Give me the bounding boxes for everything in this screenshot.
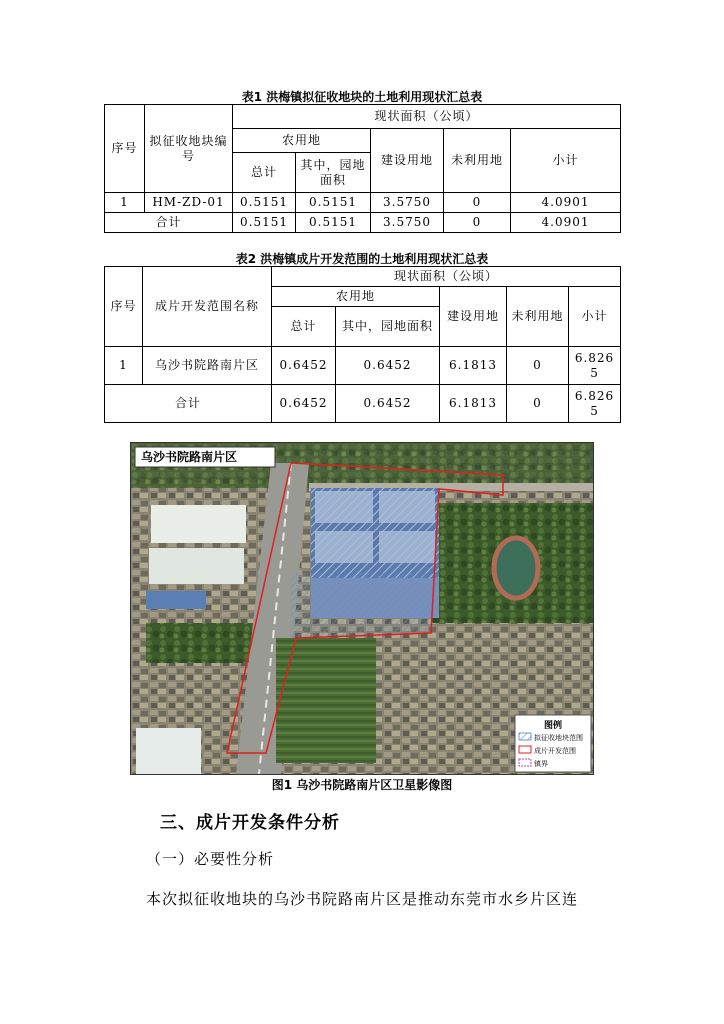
table1-cell-total: 0.5151 — [233, 193, 296, 213]
legend-item-acquisition: 拟征收地块范围 — [534, 734, 583, 742]
table2-sum-total: 0.6452 — [272, 385, 336, 423]
table1-header-agri: 农用地 — [233, 129, 371, 153]
section-heading: 三、成片开发条件分析 — [160, 813, 340, 833]
table2-header-seq: 序号 — [105, 267, 143, 347]
table2-sum-label: 合计 — [105, 385, 272, 423]
table1-header-total: 总计 — [233, 153, 296, 193]
legend-item-town: 镇界 — [534, 760, 548, 768]
table1-cell-build: 3.5750 — [371, 193, 444, 213]
table1-sum-sub: 4.0901 — [511, 213, 621, 233]
table1-header-seq: 序号 — [105, 105, 145, 193]
table1-sum-garden: 0.5151 — [296, 213, 371, 233]
table1-sum-label: 合计 — [105, 213, 233, 233]
legend-title: 图例 — [543, 721, 563, 731]
table1-caption: 表1 洪梅镇拟征收地块的土地利用现状汇总表 — [241, 90, 483, 104]
table1-sum-total: 0.5151 — [233, 213, 296, 233]
table2 — [104, 266, 621, 423]
table2-cell-sub: 6.8265 — [569, 347, 621, 385]
table1-header-unused: 未利用地 — [444, 129, 511, 193]
figure-caption: 图1 乌沙书院路南片区卫星影像图 — [271, 778, 453, 792]
table2-cell-build: 6.1813 — [440, 347, 507, 385]
legend-swatch-acquisition — [519, 733, 531, 740]
table1-header-build: 建设用地 — [371, 129, 444, 193]
table-row — [105, 213, 621, 233]
table2-header-name: 成片开发范围名称 — [143, 267, 272, 347]
table2-cell-seq: 1 — [105, 347, 143, 385]
table1-sum-build: 3.5750 — [371, 213, 444, 233]
sports-track — [494, 538, 538, 598]
acquisition-hatch — [311, 488, 439, 578]
table2-header-area: 现状面积（公顷） — [272, 267, 621, 287]
table1-header-garden: 其中，园地面积 — [296, 153, 371, 193]
tree-area — [146, 623, 256, 663]
table2-sum-garden: 0.6452 — [336, 385, 440, 423]
map-title: 乌沙书院路南片区 — [141, 450, 238, 464]
factory-roof — [151, 505, 246, 543]
table1-cell-unused: 0 — [444, 193, 511, 213]
table2-header-garden: 其中，园地面积 — [336, 307, 440, 347]
table1-header-plot: 拟征收地块编号 — [145, 105, 233, 193]
table1-cell-seq: 1 — [105, 193, 145, 213]
legend-item-development: 成片开发范围 — [534, 747, 576, 755]
table2-sum-build: 6.1813 — [440, 385, 507, 423]
table1-cell-garden: 0.5151 — [296, 193, 371, 213]
table2-sum-unused: 0 — [507, 385, 569, 423]
table2-cell-unused: 0 — [507, 347, 569, 385]
table2-cell-total: 0.6452 — [272, 347, 336, 385]
table-row — [105, 385, 621, 423]
table1-sum-unused: 0 — [444, 213, 511, 233]
acquisition-hatch-garden — [291, 573, 439, 638]
table1-header-area: 现状面积（公顷） — [233, 105, 621, 129]
table2-cell-garden: 0.6452 — [336, 347, 440, 385]
table2-cell-name: 乌沙书院路南片区 — [143, 347, 272, 385]
table2-caption: 表2 洪梅镇成片开发范围的土地利用现状汇总表 — [235, 252, 489, 266]
table2-header-unused: 未利用地 — [507, 287, 569, 347]
subsection-heading: （一）必要性分析 — [146, 850, 275, 868]
table1 — [104, 104, 621, 233]
factory-roof — [136, 728, 201, 774]
body-paragraph: 本次拟征收地块的乌沙书院路南片区是推动东莞市水乡片区连 — [146, 890, 579, 908]
table2-header-total: 总计 — [272, 307, 336, 347]
table1-cell-sub: 4.0901 — [511, 193, 621, 213]
satellite-map — [130, 442, 594, 775]
factory-roof — [146, 591, 206, 609]
table2-header-sub: 小计 — [569, 287, 621, 347]
table-row — [105, 347, 621, 385]
factory-roof — [149, 548, 244, 584]
table2-header-agri: 农用地 — [272, 287, 440, 307]
table-row — [105, 193, 621, 213]
satellite-image — [131, 443, 593, 774]
table2-sum-sub: 6.8265 — [569, 385, 621, 423]
table1-cell-plot: HM-ZD-01 — [145, 193, 233, 213]
table1-header-sub: 小计 — [511, 129, 621, 193]
table2-header-build: 建设用地 — [440, 287, 507, 347]
